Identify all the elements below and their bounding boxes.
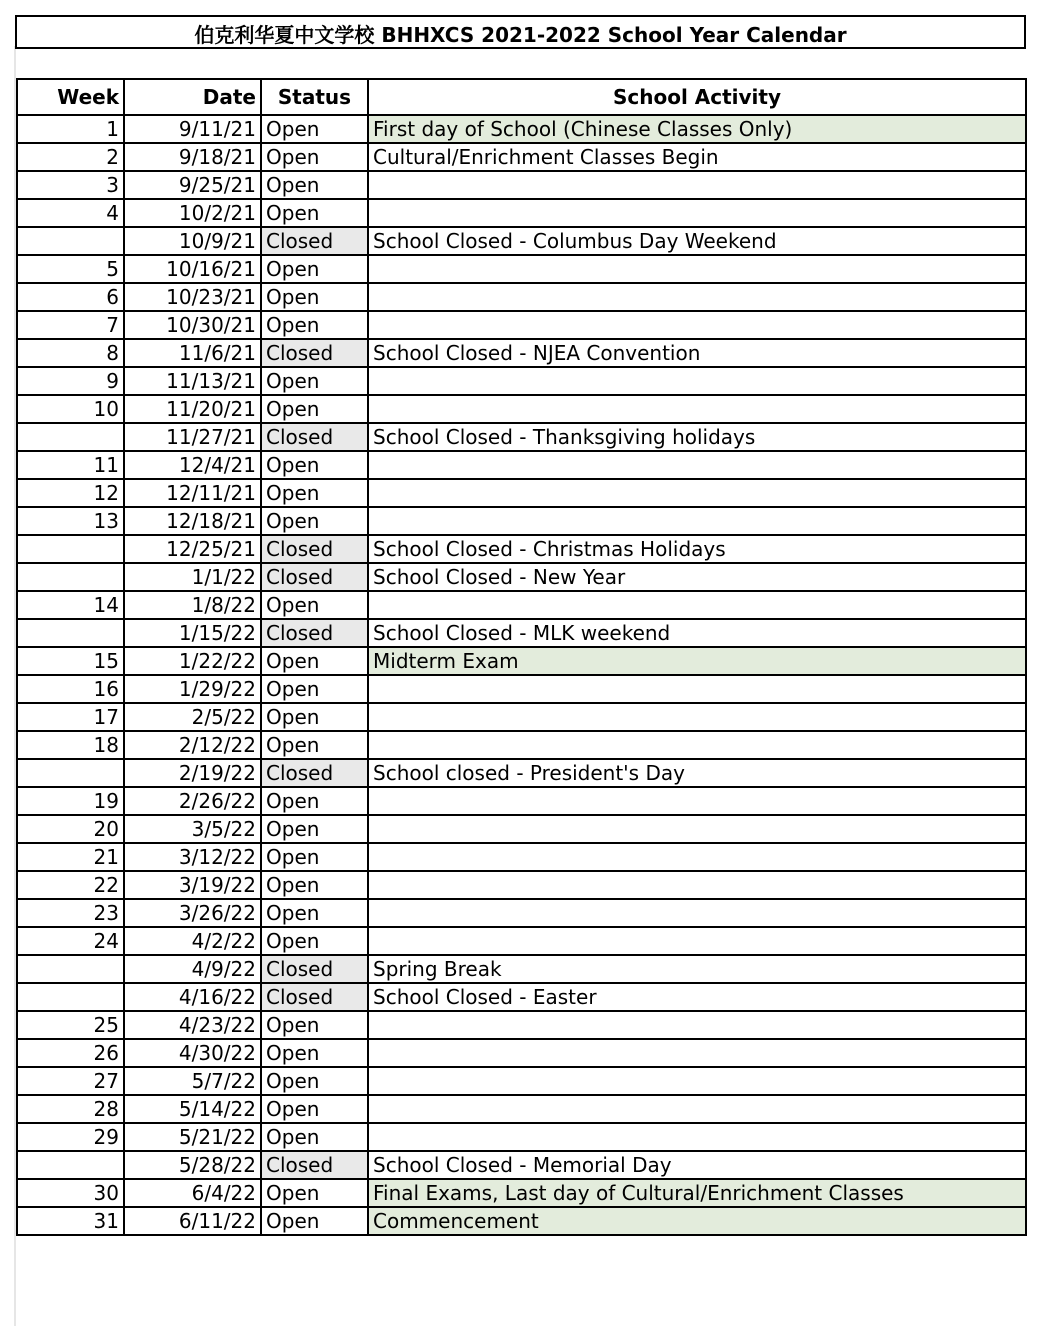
activity-cell: School Closed - Easter (368, 983, 1026, 1011)
date-cell: 11/20/21 (124, 395, 261, 423)
activity-cell: School Closed - MLK weekend (368, 619, 1026, 647)
week-cell: 29 (17, 1123, 124, 1151)
table-row (17, 143, 1026, 171)
status-cell: Closed (261, 1151, 368, 1179)
date-cell: 3/26/22 (124, 899, 261, 927)
table-row (17, 339, 1026, 367)
date-cell: 5/7/22 (124, 1067, 261, 1095)
status-cell: Open (261, 815, 368, 843)
activity-cell (368, 255, 1026, 283)
week-cell (17, 227, 124, 255)
activity-cell: Final Exams, Last day of Cultural/Enrichment Classes (368, 1179, 1026, 1207)
table-row (17, 955, 1026, 983)
date-cell: 9/18/21 (124, 143, 261, 171)
status-cell: Open (261, 479, 368, 507)
date-cell: 6/11/22 (124, 1207, 261, 1235)
calendar-title: 伯克利华夏中文学校 BHHXCS 2021-2022 School Year Calendar (15, 15, 1026, 49)
date-cell: 5/28/22 (124, 1151, 261, 1179)
status-cell: Closed (261, 535, 368, 563)
activity-cell (368, 591, 1026, 619)
week-cell: 24 (17, 927, 124, 955)
date-cell: 11/6/21 (124, 339, 261, 367)
date-cell: 1/1/22 (124, 563, 261, 591)
activity-cell (368, 731, 1026, 759)
activity-cell (368, 171, 1026, 199)
activity-cell (368, 1039, 1026, 1067)
activity-cell (368, 899, 1026, 927)
table-row (17, 199, 1026, 227)
table-row (17, 1151, 1026, 1179)
status-cell: Open (261, 199, 368, 227)
status-cell: Closed (261, 983, 368, 1011)
table-row (17, 1011, 1026, 1039)
activity-cell (368, 787, 1026, 815)
activity-cell (368, 843, 1026, 871)
week-cell: 23 (17, 899, 124, 927)
status-cell: Open (261, 311, 368, 339)
header-row (17, 79, 1026, 115)
status-cell: Open (261, 787, 368, 815)
date-cell: 4/2/22 (124, 927, 261, 955)
activity-cell: School Closed - Christmas Holidays (368, 535, 1026, 563)
status-cell: Open (261, 1179, 368, 1207)
week-cell: 26 (17, 1039, 124, 1067)
date-cell: 4/30/22 (124, 1039, 261, 1067)
week-cell: 8 (17, 339, 124, 367)
status-cell: Open (261, 1123, 368, 1151)
table-row (17, 1067, 1026, 1095)
status-cell: Open (261, 1039, 368, 1067)
date-cell: 4/23/22 (124, 1011, 261, 1039)
activity-cell (368, 1067, 1026, 1095)
date-cell: 3/5/22 (124, 815, 261, 843)
header-week: Week (17, 79, 124, 115)
week-cell: 1 (17, 115, 124, 143)
table-row (17, 899, 1026, 927)
status-cell: Open (261, 395, 368, 423)
status-cell: Open (261, 927, 368, 955)
table-row (17, 283, 1026, 311)
table-row (17, 451, 1026, 479)
week-cell (17, 955, 124, 983)
week-cell (17, 563, 124, 591)
week-cell: 3 (17, 171, 124, 199)
table-row (17, 731, 1026, 759)
week-cell (17, 1151, 124, 1179)
date-cell: 3/12/22 (124, 843, 261, 871)
status-cell: Closed (261, 339, 368, 367)
week-cell: 12 (17, 479, 124, 507)
date-cell: 12/11/21 (124, 479, 261, 507)
activity-cell: School Closed - Columbus Day Weekend (368, 227, 1026, 255)
date-cell: 5/21/22 (124, 1123, 261, 1151)
date-cell: 1/8/22 (124, 591, 261, 619)
date-cell: 10/30/21 (124, 311, 261, 339)
week-cell: 2 (17, 143, 124, 171)
status-cell: Open (261, 171, 368, 199)
activity-cell: School Closed - NJEA Convention (368, 339, 1026, 367)
activity-cell (368, 871, 1026, 899)
table-row (17, 535, 1026, 563)
status-cell: Open (261, 367, 368, 395)
table-row (17, 1095, 1026, 1123)
week-cell: 4 (17, 199, 124, 227)
status-cell: Open (261, 115, 368, 143)
week-cell: 27 (17, 1067, 124, 1095)
activity-cell: School closed - President's Day (368, 759, 1026, 787)
status-cell: Closed (261, 619, 368, 647)
week-cell (17, 423, 124, 451)
activity-cell (368, 703, 1026, 731)
date-cell: 4/16/22 (124, 983, 261, 1011)
activity-cell (368, 479, 1026, 507)
calendar-table (16, 78, 1027, 1236)
date-cell: 12/25/21 (124, 535, 261, 563)
activity-cell: First day of School (Chinese Classes Only) (368, 115, 1026, 143)
activity-cell (368, 395, 1026, 423)
header-status: Status (261, 79, 368, 115)
table-row (17, 927, 1026, 955)
activity-cell (368, 1011, 1026, 1039)
header-date: Date (124, 79, 261, 115)
date-cell: 11/27/21 (124, 423, 261, 451)
table-row (17, 563, 1026, 591)
table-row (17, 367, 1026, 395)
table-row (17, 227, 1026, 255)
date-cell: 3/19/22 (124, 871, 261, 899)
table-row (17, 591, 1026, 619)
status-cell: Open (261, 871, 368, 899)
header-activity: School Activity (368, 79, 1026, 115)
week-cell (17, 535, 124, 563)
table-row (17, 115, 1026, 143)
status-cell: Closed (261, 227, 368, 255)
status-cell: Open (261, 283, 368, 311)
activity-cell: Cultural/Enrichment Classes Begin (368, 143, 1026, 171)
week-cell: 21 (17, 843, 124, 871)
week-cell: 31 (17, 1207, 124, 1235)
date-cell: 1/15/22 (124, 619, 261, 647)
status-cell: Open (261, 591, 368, 619)
week-cell (17, 759, 124, 787)
status-cell: Closed (261, 563, 368, 591)
date-cell: 1/22/22 (124, 647, 261, 675)
activity-cell (368, 451, 1026, 479)
table-row (17, 871, 1026, 899)
activity-cell: School Closed - Thanksgiving holidays (368, 423, 1026, 451)
calendar-body (17, 115, 1026, 1235)
date-cell: 10/16/21 (124, 255, 261, 283)
activity-cell (368, 199, 1026, 227)
week-cell: 16 (17, 675, 124, 703)
table-row (17, 815, 1026, 843)
week-cell: 18 (17, 731, 124, 759)
week-cell: 5 (17, 255, 124, 283)
activity-cell (368, 507, 1026, 535)
table-row (17, 255, 1026, 283)
table-row (17, 983, 1026, 1011)
date-cell: 5/14/22 (124, 1095, 261, 1123)
status-cell: Open (261, 843, 368, 871)
week-cell: 15 (17, 647, 124, 675)
table-row (17, 675, 1026, 703)
status-cell: Open (261, 1011, 368, 1039)
activity-cell (368, 367, 1026, 395)
activity-cell: School Closed - Memorial Day (368, 1151, 1026, 1179)
week-cell: 13 (17, 507, 124, 535)
status-cell: Open (261, 647, 368, 675)
activity-cell: Midterm Exam (368, 647, 1026, 675)
week-cell: 20 (17, 815, 124, 843)
week-cell (17, 983, 124, 1011)
activity-cell (368, 283, 1026, 311)
table-row (17, 1039, 1026, 1067)
date-cell: 12/18/21 (124, 507, 261, 535)
table-row (17, 843, 1026, 871)
date-cell: 2/12/22 (124, 731, 261, 759)
week-cell: 30 (17, 1179, 124, 1207)
activity-cell: Commencement (368, 1207, 1026, 1235)
activity-cell: School Closed - New Year (368, 563, 1026, 591)
status-cell: Open (261, 255, 368, 283)
date-cell: 9/25/21 (124, 171, 261, 199)
status-cell: Closed (261, 759, 368, 787)
table-row (17, 507, 1026, 535)
week-cell: 19 (17, 787, 124, 815)
date-cell: 10/2/21 (124, 199, 261, 227)
date-cell: 6/4/22 (124, 1179, 261, 1207)
activity-cell (368, 1123, 1026, 1151)
week-cell: 14 (17, 591, 124, 619)
activity-cell (368, 675, 1026, 703)
table-row (17, 703, 1026, 731)
table-row (17, 647, 1026, 675)
status-cell: Open (261, 1207, 368, 1235)
week-cell: 22 (17, 871, 124, 899)
table-row (17, 1207, 1026, 1235)
activity-cell (368, 815, 1026, 843)
status-cell: Open (261, 451, 368, 479)
week-cell: 25 (17, 1011, 124, 1039)
week-cell: 28 (17, 1095, 124, 1123)
week-cell: 11 (17, 451, 124, 479)
table-row (17, 423, 1026, 451)
week-cell: 6 (17, 283, 124, 311)
status-cell: Open (261, 1067, 368, 1095)
status-cell: Closed (261, 423, 368, 451)
date-cell: 1/29/22 (124, 675, 261, 703)
table-row (17, 171, 1026, 199)
date-cell: 10/23/21 (124, 283, 261, 311)
date-cell: 4/9/22 (124, 955, 261, 983)
week-cell: 7 (17, 311, 124, 339)
status-cell: Open (261, 731, 368, 759)
table-row (17, 759, 1026, 787)
status-cell: Open (261, 143, 368, 171)
status-cell: Open (261, 507, 368, 535)
table-row (17, 1123, 1026, 1151)
table-row (17, 395, 1026, 423)
status-cell: Open (261, 675, 368, 703)
status-cell: Closed (261, 955, 368, 983)
activity-cell (368, 927, 1026, 955)
date-cell: 2/19/22 (124, 759, 261, 787)
table-row (17, 787, 1026, 815)
date-cell: 10/9/21 (124, 227, 261, 255)
week-cell: 10 (17, 395, 124, 423)
week-cell: 17 (17, 703, 124, 731)
date-cell: 2/26/22 (124, 787, 261, 815)
date-cell: 11/13/21 (124, 367, 261, 395)
activity-cell: Spring Break (368, 955, 1026, 983)
table-row (17, 1179, 1026, 1207)
activity-cell (368, 311, 1026, 339)
date-cell: 9/11/21 (124, 115, 261, 143)
status-cell: Open (261, 899, 368, 927)
table-row (17, 619, 1026, 647)
status-cell: Open (261, 1095, 368, 1123)
status-cell: Open (261, 703, 368, 731)
date-cell: 2/5/22 (124, 703, 261, 731)
table-row (17, 311, 1026, 339)
week-cell (17, 619, 124, 647)
activity-cell (368, 1095, 1026, 1123)
table-row (17, 479, 1026, 507)
week-cell: 9 (17, 367, 124, 395)
date-cell: 12/4/21 (124, 451, 261, 479)
